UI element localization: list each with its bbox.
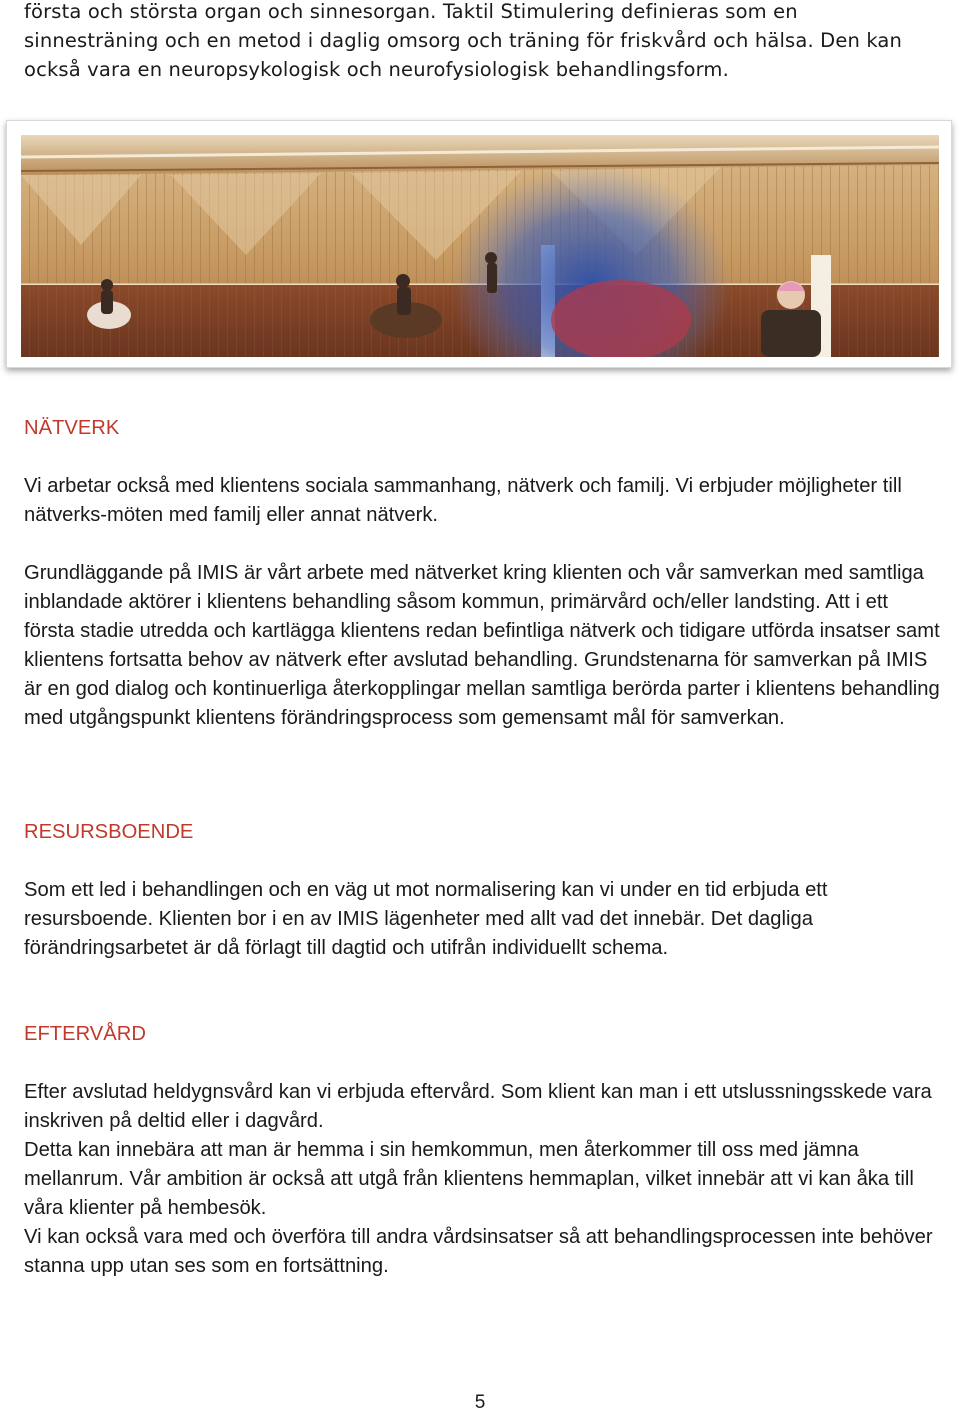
section-heading: NÄTVERK: [24, 417, 120, 439]
riding-arena-photo: [21, 135, 939, 357]
section-paragraph: Grundläggande på IMIS är vårt arbete med nätverket kring klienten och vår samverkan med samtliga inblandade aktörer i klientens behandling såsom kommun, primärvård och/eller landsting. Att i ett första stadie utredda och kartlägga klientens redan befintliga nätverk och tidigare utförda insatser samt klientens fortsatta behov av nätverk efter avslutad behandling. Grundstenarna för samverkan på IMIS är en god dialog och kontinuerliga återkopplingar mellan samtliga berörda parter i klientens behandling med utgångspunkt klientens förändringsprocess som gemensamt mål för samverkan.: [24, 562, 940, 729]
riding-arena-illustration: [21, 135, 939, 357]
section-natverk: [24, 414, 944, 733]
section-heading: EFTERVÅRD: [24, 1023, 146, 1045]
intro-line: första och största organ och sinnesorgan. Taktil Stimulering definieras som en: [24, 0, 798, 23]
intro-line: sinnesträning och en metod i daglig omsorg och träning för friskvård och hälsa. Den kan: [24, 29, 903, 52]
section-paragraph: Vi kan också vara med och överföra till andra vårdsinsatser så att behandlingsprocessen inte behöver stanna upp utan ses som en fortsättning.: [24, 1226, 933, 1277]
intro-line: också vara en neuropsykologisk och neurofysiologisk behandlingsform.: [24, 58, 729, 81]
section-eftervard: [24, 1020, 944, 1281]
section-heading: RESURSBOENDE: [24, 821, 194, 843]
section-resursboende: [24, 818, 944, 963]
section-paragraph: Detta kan innebära att man är hemma i sin hemkommun, men återkommer till oss med jämna mellanrum. Vår ambition är också att utgå från klientens hemmaplan, vilket innebär att vi kan åka till våra klienter på hembesök.: [24, 1139, 914, 1219]
section-paragraph: Som ett led i behandlingen och en väg ut mot normalisering kan vi under en tid erbjuda ett resursboende. Klienten bor i en av IMIS lägenheter med allt vad det innebär. Det dagliga förändringsarbetet är då förlagt till dagtid och utifrån individuellt schema.: [24, 879, 828, 959]
photo-frame: [6, 120, 952, 368]
section-paragraph: Vi arbetar också med klientens sociala sammanhang, nätverk och familj. Vi erbjuder möjligheter till nätverks-möten med familj eller annat nätverk.: [24, 475, 902, 526]
intro-text: [24, 0, 944, 84]
page-number: 5: [474, 1392, 486, 1413]
section-paragraph: Efter avslutad heldygnsvård kan vi erbjuda eftervård. Som klient kan man i ett utslussningsskede vara inskriven på deltid eller i dagvård.: [24, 1081, 932, 1132]
